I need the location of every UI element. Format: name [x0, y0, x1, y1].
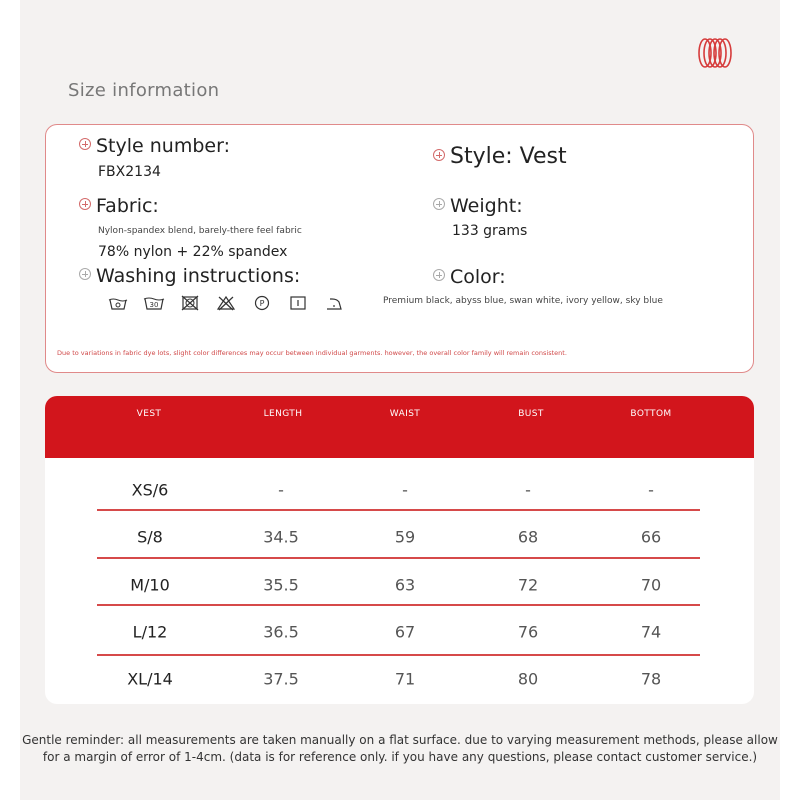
washing-icons — [100, 294, 352, 312]
color-field — [433, 266, 506, 288]
length-cell: - — [278, 480, 284, 499]
no-tumble-dry-icon — [172, 294, 208, 312]
size-table-header — [45, 396, 754, 458]
size-cell: XS/6 — [131, 480, 169, 499]
length-cell: 37.5 — [263, 669, 299, 688]
product-info-card — [45, 124, 754, 373]
bottom-cell: 74 — [640, 622, 662, 641]
size-cell: S/8 — [137, 527, 163, 546]
waist-cell: 59 — [394, 527, 416, 546]
row-divider — [97, 557, 700, 559]
style-field — [433, 144, 567, 169]
header-bottom: BOTTOM — [630, 409, 672, 419]
table-row — [97, 608, 700, 655]
color-value: Premium black, abyss blue, swan white, ivory yellow, sky blue — [383, 296, 663, 306]
line-dry-icon — [280, 294, 316, 312]
wash-temp-label: 30 — [149, 301, 159, 309]
weight-field — [433, 195, 523, 217]
reminder-line-2: for a margin of error of 1-4cm. (data is for reference only. if you have any questions, please contact customer service.) — [42, 750, 758, 764]
table-row — [97, 513, 700, 560]
header-length: LENGTH — [263, 409, 303, 419]
size-cell: M/10 — [130, 575, 170, 594]
size-cell: L/12 — [132, 622, 168, 641]
fabric-value: 78% nylon + 22% spandex — [98, 244, 288, 260]
size-cell: XL/14 — [127, 669, 173, 688]
style-number-field — [79, 135, 230, 157]
bottom-cell: 78 — [640, 669, 662, 688]
bottom-cell: 70 — [640, 575, 662, 594]
size-table — [45, 396, 754, 704]
waist-cell: - — [402, 480, 408, 499]
style-label: Style: Vest — [450, 144, 567, 169]
header-waist: WAIST — [389, 409, 421, 419]
fabric-field — [79, 195, 159, 217]
bust-cell: - — [525, 480, 531, 499]
washing-label: Washing instructions: — [96, 265, 301, 287]
length-cell: 35.5 — [263, 575, 299, 594]
plus-circle-icon — [79, 138, 91, 150]
row-divider — [97, 509, 700, 511]
table-row — [97, 561, 700, 608]
row-divider — [97, 604, 700, 606]
plus-circle-icon — [79, 198, 91, 210]
wash-30-icon — [136, 294, 172, 312]
plus-circle-icon — [433, 149, 445, 161]
color-label: Color: — [450, 266, 506, 288]
bottom-cell: 66 — [640, 527, 662, 546]
table-row — [97, 655, 700, 702]
measurement-reminder — [0, 732, 800, 766]
hand-wash-icon — [100, 294, 136, 312]
dry-clean-letter: P — [259, 299, 265, 308]
reminder-line-1: Gentle reminder: all measurements are taken manually on a flat surface. due to varying measurement methods, please allow — [22, 733, 778, 747]
plus-circle-icon — [79, 268, 91, 280]
no-bleach-icon — [208, 294, 244, 312]
waist-cell: 71 — [394, 669, 416, 688]
bust-cell: 76 — [517, 622, 539, 641]
bottom-cell: - — [648, 480, 654, 499]
waist-cell: 67 — [394, 622, 416, 641]
header-vest: VEST — [136, 409, 162, 419]
bust-cell: 72 — [517, 575, 539, 594]
iron-low-icon — [316, 294, 352, 312]
dry-clean-p-icon — [244, 294, 280, 312]
weight-value: 133 grams — [452, 223, 528, 239]
brand-rings-icon — [697, 36, 733, 70]
waist-cell: 63 — [394, 575, 416, 594]
header-bust: BUST — [518, 409, 544, 419]
table-row — [97, 466, 700, 513]
fabric-label: Fabric: — [96, 195, 159, 217]
bust-cell: 80 — [517, 669, 539, 688]
weight-label: Weight: — [450, 195, 523, 217]
color-disclaimer: Due to variations in fabric dye lots, slight color differences may occur between individual garments. however, the overall color family will remain consistent. — [57, 349, 567, 357]
washing-field — [79, 265, 300, 287]
plus-circle-icon — [433, 198, 445, 210]
style-number-value: FBX2134 — [98, 164, 161, 180]
page-title: Size information — [68, 80, 220, 101]
fabric-description: Nylon-spandex blend, barely-there feel fabric — [98, 226, 302, 236]
length-cell: 34.5 — [263, 527, 299, 546]
style-number-label: Style number: — [96, 135, 230, 157]
plus-circle-icon — [433, 269, 445, 281]
bust-cell: 68 — [517, 527, 539, 546]
length-cell: 36.5 — [263, 622, 299, 641]
